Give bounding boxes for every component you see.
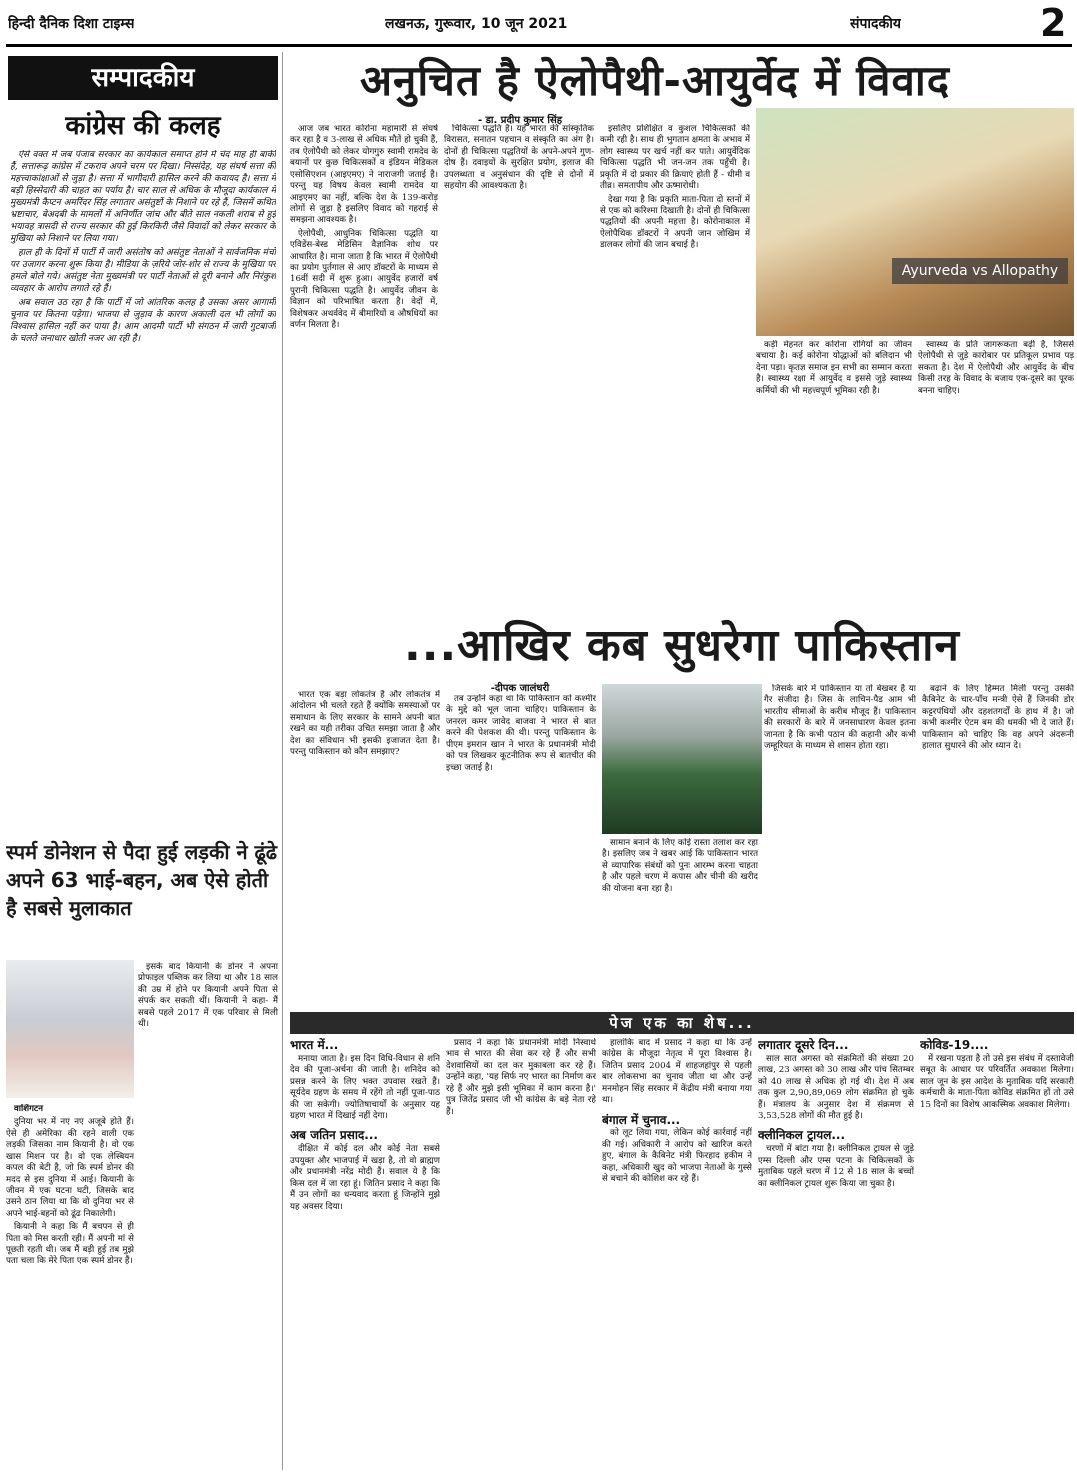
main-article-col1: [290, 124, 438, 560]
masthead: [0, 0, 1077, 44]
continued-block-title: क्लीनिकल ट्रायल...: [758, 1128, 846, 1143]
sperm-article-col2: [138, 962, 278, 1402]
sperm-para: कियानी ने कहा कि मैं बचपन से ही पिता को मिस करती रही। मैं अपनी मां से पूछती रहती थी। जब मैं बड़ी हुई तब मुझे पता चला कि मेरे पिता एक स्पर्म डोनर हैं।: [6, 1222, 134, 1267]
paper-name: हिन्दी दैनिक दिशा टाइम्स: [8, 16, 135, 32]
place-date: लखनऊ, गुरूवार, 10 जून 2021: [385, 16, 568, 32]
editorial-section-title: सम्पादकीय: [8, 56, 278, 100]
pak-article-col3: [602, 838, 758, 1008]
continued-block-title: कोविड-19....: [920, 1038, 989, 1052]
editorial-para: ऐसे वक्त में जब पंजाब सरकार का कार्यकाल समाप्त होने में चंद माह ही बाकी हैं, सत्तारूढ़ कांग्रेस में टकराव अपने चरम पर दिखा। निस्संदेह, यह संघर्ष सत्ता की महत्त्वाकांक्षाओं से जुड़ा है। सत्ता में भागीदारी हासिल करने की कवायद है। सत्ता में बड़ी हिस्सेदारी की चाहत का पर्याय है। चार साल से अधिक के मौजूदा कार्यकाल में मुख्यमंत्री कैप्टन अमरिंदर सिंह लगातार असंतुष्टों के निशाने पर रहे हैं, जिसमें कथित भ्रष्टाचार, बेअदबी के मामलों में अनिर्णीत जांच और बीते साल नकली शराब से हुई भयावह त्रासदी से राज्य सरकार की हुई किरकिरी जैसे विवादों को लेकर सरकार के मुखिया को निशाने पर लिया गया।: [10, 150, 276, 244]
sperm-para: इसके बाद कियानी के डोनर ने अपना प्रोफाइल पब्लिक कर लिया था और 18 साल की उम्र में होने पर कियानी अपने पिता से संपर्क कर सकती थीं। कियानी ने कहा- मैं सबसे पहले 2017 में एक परिवार से मिली थी।: [138, 962, 278, 1030]
continued-block-text: मनाया जाता है। इस दिन विधि-विधान से शनि देव की पूजा-अर्चना की जाती है। शनिदेव को प्रसन्न करने के लिए भक्त उपवास रखते हैं। सूर्यदेव ग्रहण के समय में रहेंगे तो नहीं पूजा-पाठ की जा सकेगी। ज्योतिषाचार्यों के अनुसार यह ग्रहण भारत में दिखाई नहीं देगा।: [290, 1053, 440, 1122]
continued-block-title: अब जतिन प्रसाद...: [290, 1128, 378, 1143]
main-article-col4: [756, 340, 912, 610]
continued-col2: [446, 1038, 596, 1470]
continued-block-text: को लूट लिया गया, लेकिन कोई कार्रवाई नहीं की गई। अधिकारी ने आरोप को खारिज करते हुए, बंगाल के कैबिनेट मंत्री फिरहाद हकीम ने कहा, अधिकारी खुद को भाजपा नेताओं के गुस्से से बचाने की कोशिश कर रहे हैं।: [602, 1128, 752, 1185]
masthead-rule: [6, 44, 1072, 47]
pak-article-col5: [922, 684, 1074, 1008]
main-article-headline: अनुचित है ऐलोपैथी-आयुर्वेद में विवाद: [359, 56, 951, 105]
main-para: ऐलोपैथी, आधुनिक चिकित्सा पद्धति या एविडेंस-बेस्ड मेडिसिन वैज्ञानिक शोध पर आधारित है। माना जाता है कि भारत में ऐलोपैथी का प्रयोग पुर्तगाल से आए डॉक्टरों के माध्यम से 16वीं सदी में शुरू हुआ। आयुर्वेद हजारों वर्ष पुरानी चिकित्सा पद्धति है। आयुर्वेद जीवन के विज्ञान को परिभाषित करता है। वेदों में, विशेषकर अथर्ववेद में बीमारियों व औषधियों का वर्णन मिलता है।: [290, 228, 438, 331]
editorial-title: कांग्रेस की कलह: [65, 111, 221, 141]
pak-article-col1: [290, 690, 440, 1006]
main-article-byline: - डा. प्रदीप कुमार सिंह: [477, 115, 563, 126]
pak-para: सामान बनाने के लिए कोई रास्ता तलाश कर रहा है। इसलिए जब ने खबर आई कि पाकिस्तान भारत से व्यापारिक संबंधों को पुनः आरम्भ करना चाहता है और पहले चरण में कपास और चीनी की खरीद की योजना बना रहा है।: [602, 838, 758, 894]
editorial-body: [10, 150, 276, 830]
sperm-article-col1: [6, 1104, 134, 1470]
pak-para: जिसके बारे में पाकिस्तान या तो बेखबर है या गैर संजीदा है। जिस के लाचिन-पैड आम भी भारतीय सीमाओं के करीब मौजूद हैं। पाकिस्तान की सरकारों के बारे में जनसाधारण केवल इतना जानता है कि कभी पठान की कहानी और कभी जम्हूरियत के माध्यम से शासन होता रहा।: [764, 684, 916, 752]
main-para: स्वास्थ्य के प्रति जागरूकता बढ़ी है, जिससे ऐलोपैथी से जुड़े कारोबार पर प्रतिकूल प्रभाव पड़ सकता है। देश में ऐलोपैथी और आयुर्वेद के बीच किसी तरह के विवाद के बजाय एक-दूसरे का पूरक बनना चाहिए।: [918, 340, 1074, 396]
continued-block-text: दीक्षित में कोई दल और कोई नेता सबसे उपयुक्त और भाजपाई में खड़ा है, तो वो ब्राह्मण और प्रधानमंत्री नरेंद्र मोदी हैं। सवाल ये है कि किस दल में जा रहा हूं। जितिन प्रसाद ने कहा कि मैं उन लोगों का धन्यवाद करता हूं जिन्होंने मुझे यह अवसर दिया।: [290, 1144, 440, 1212]
continued-block-text: में रखना पड़ता है तो उसे इस संबंध में दस्तावेजी सबूत के आधार पर परिवर्तित अवकाश मिलेगा। साल जून के इस आदेश के मुताबिक यदि सरकारी कर्मचारी के माता-पिता कोविड संक्रमित हों तो उसे 15 दिनों का विशेष आकस्मिक अवकाश मिलेगा।: [920, 1053, 1074, 1110]
main-para: इसलिए प्रशिक्षित व कुशल चिकित्सकों की कमी रही है। साथ ही भुगतान क्षमता के अभाव में लोग स्वास्थ्य पर खर्च नहीं कर पाते। आयुर्वेदिक चिकित्सा पद्धति भी जन-जन तक पहुँची है। प्रकृति में दो प्रकार की क्रियाएं होती हैं - धीमी व तीव्र। समतापीय और ऊष्मारोधी।: [600, 124, 750, 192]
column-divider: [282, 52, 283, 1470]
pak-article-col4: [764, 684, 916, 1008]
main-para: देखा गया है कि प्रकृति माता-पिता दो स्तनों में से एक को करिश्मा दिखाती है। दोनों ही चिकित्सा पद्धतियों की अपनी महत्ता है। कोरोनाकाल में ऐलोपैथिक डॉक्टरों ने अपनी जान जोखिम में डालकर लोगों की जान बचाई है।: [600, 194, 750, 251]
continued-block-title: बंगाल में चुनाव...: [602, 1112, 681, 1127]
pak-article-col2: [446, 694, 596, 1006]
continued-block-text: हालांकि बाद में प्रसाद ने कहा था कि उन्हें कांग्रेस के मौजूदा नेतृत्व में पूरा विश्वास है। जितिन प्रसाद 2004 में शाहजहांपुर से पहली बार लोकसभा का चुनाव जीता था और उन्हें मनमोहन सिंह सरकार में केंद्रीय मंत्री बनाया गया था।: [602, 1038, 752, 1106]
pak-article-headline: ...आखिर कब सुधरेगा पाकिस्तान: [404, 620, 960, 671]
pak-para: बढ़ाने के लिए हिम्मत मिली परन्तु उसकी कैबिनेट के चार-पाँच मन्त्री ऐसे हैं जिनकी डोर कट्टरपंथियों और दहशतगर्दों के हाथ में है। जो कभी कश्मीर ऐटम बम की धमकी भी दे जाते हैं। पाकिस्तान को चाहिए कि वह अपने अंदरूनी हालात सुधारने की ओर ध्यान दे।: [922, 684, 1074, 752]
continued-block-text: चरणों में बांटा गया है। क्लीनिकल ट्रायल से जुड़े एम्स दिल्ली और एम्स पटना के चिकित्सकों के मुताबिक पहले चरण में 12 से 18 साल के बच्चों का क्लीनिकल ट्रायल शुरू किया जा चुका है।: [758, 1144, 914, 1189]
section-name: संपादकीय: [850, 16, 901, 32]
editorial-para: हाल ही के दिनों में पार्टी में जारी असंतोष को असंतुष्ट नेताओं ने सार्वजनिक मंचों पर उजागर करना शुरू किया है। मीडिया के ज़रिये जोर-शोर से राज्य के मुखिया पर हमले बोले गये। असंतुष्ट नेता मुख्यमंत्री पर पार्टी नेताओं से दूरी बनाने और निरंकुश व्यवहार के आरोप लगाते रहे हैं।: [10, 247, 276, 294]
ayurveda-allopathy-photo: [756, 108, 1074, 336]
continued-col1: [290, 1038, 440, 1470]
continued-col5: [920, 1038, 1074, 1470]
editorial-para: अब सवाल उठ रहा है कि पार्टी में जो आंतरिक कलह है उसका असर आगामी चुनाव पर कितना पड़ेगा। भाजपा से जुड़ाव के कारण अकाली दल भी लोगों का विश्वास हासिल नहीं कर पाया है। आम आदमी पार्टी भी संगठन में जारी गुटबाजी के चलते जनाधार खोती नजर आ रही है।: [10, 297, 276, 344]
pak-para: तब उन्होंने कहा था कि पाकिस्तान को कश्मीर के मुद्दे को भूल जाना चाहिए। पाकिस्तान के जनरल कमर जावेद बाजवा ने भारत से बात करने की पेशकश की थी। परन्तु पाकिस्तान के पीएम इमरान खान ने भारत के प्रधानमंत्री मोदी को पत्र लिखकर कूटनीतिक रूप से बातचीत की इच्छा जताई है।: [446, 694, 596, 773]
sperm-article-headline: स्पर्म डोनेशन से पैदा हुई लड़की ने ढूंढे अपने 63 भाई-बहन, अब ऐसे होती है सबसे मुलाकात: [6, 840, 278, 920]
sperm-para: दुनिया भर में नए नए अजूबे होते हैं। ऐसे ही अमेरिका की रहने वाली एक लड़की जिसका नाम कियानी है। वो एक खास मिशन पर है। वो एक लेस्बियन कपल की बेटी है, जो कि स्पर्म डोनर की मदद से इस दुनिया में आई। कियानी के जीवन में एक घटना घटी, जिसके बाद उसने ठान लिया था कि वो दुनिया भर से अपने भाई-बहनों को ढूंढ निकालेगी।: [6, 1117, 134, 1219]
main-article-col2: [444, 124, 594, 560]
continued-col4: [758, 1038, 914, 1470]
main-para: चिकित्सा पद्धति है। यह भारत की सांस्कृतिक विरासत, सनातन पहचान व संस्कृति का अंग है। दोनों ही चिकित्सा पद्धतियों के अपने-अपने गुण-दोष हैं। दवाइयों के सुरक्षित प्रयोग, इलाज की उपलब्धता व अनुसंधान की दृष्टि से दोनों में सहयोग की आवश्यकता है।: [444, 124, 594, 192]
pak-para: भारत एक बड़ा लोकतंत्र है और लोकतंत्र में आंदोलन भी चलते रहते हैं क्योंकि समस्याओं पर समाधान के लिए सरकार के सामने अपनी बात रखने का यही तरीका उचित समझा जाता है और देश का संविधान भी इसकी इजाजत देता है। परन्तु पाकिस्तान को कौन समझाए?: [290, 690, 440, 758]
continued-block-title: भारत में...: [290, 1038, 339, 1052]
continued-block-text: साल सात अगस्त को संक्रमितों की संख्या 20 लाख, 23 अगस्त को 30 लाख और पांच सितम्बर को 40 लाख से अधिक हो गई थी। देश में अब तक कुल 2,90,89,069 लोग संक्रमित हो चुके हैं। मंत्रालय के अनुसार देश में संक्रमण से 3,53,528 लोगों की मौत हुई है।: [758, 1053, 914, 1122]
continued-banner: पेज एक का शेष...: [290, 1012, 1074, 1034]
image-caption: Ayurveda vs Allopathy: [892, 258, 1068, 284]
pak-article-byline: -दीपक जालंधरी: [490, 683, 550, 694]
continued-block-text: प्रसाद ने कहा कि प्रधानमंत्री मोदी निस्वार्थ भाव से भारत की सेवा कर रहे हैं और सभी देशवासियों का दल कर मुकाबला कर रहे हैं। उन्होंने कहा, 'यह सिर्फ नए भारत का निर्माण कर रहे हैं और मुझे इसी भूमिका में काम करना है।' पुत्र जितेंद्र प्रसाद जी भी कांग्रेस के बड़े नेता रहे हैं।: [446, 1038, 596, 1117]
continued-col3: [602, 1038, 752, 1470]
dateline: वाशिंगटन: [14, 1104, 44, 1114]
main-article-col3: [600, 124, 750, 560]
family-photo: [6, 960, 134, 1098]
continued-block-title: लगातार दूसरे दिन...: [758, 1038, 849, 1052]
kashmir-flags-photo: [602, 684, 762, 834]
main-article-col5: [918, 340, 1074, 610]
page-number: 2: [1040, 4, 1067, 42]
main-para: कड़ी मेहनत कर कोरोना रोगियों का जीवन बचाया है। कई कोरोना योद्धाओं को बलिदान भी देना पड़ा। कृतज्ञ समाज इन सभी का सम्मान करता है। स्वास्थ्य रक्षा में आयुर्वेद व इससे जुड़े स्वास्थ्य कर्मियों की भी महत्त्वपूर्ण भूमिका रही है।: [756, 340, 912, 396]
main-para: आज जब भारत कोरोना महामारी से संघर्ष कर रहा है व 3-लाख से अधिक मौतें हो चुकी हैं, तब ऐलोपैथी को लेकर योगगुरु स्वामी रामदेव के बयानों पर कुछ चिकित्सकों व इंडियन मेडिकल एसोसिएशन (आइएमए) ने नाराजगी जताई है। परन्तु यह विषय केवल स्वामी रामदेव या आइएमए का नहीं, बल्कि देश के 139-करोड़ लोगों से जुड़ा है इसलिए विवाद को गहराई से समझना आवश्यक है।: [290, 124, 438, 226]
